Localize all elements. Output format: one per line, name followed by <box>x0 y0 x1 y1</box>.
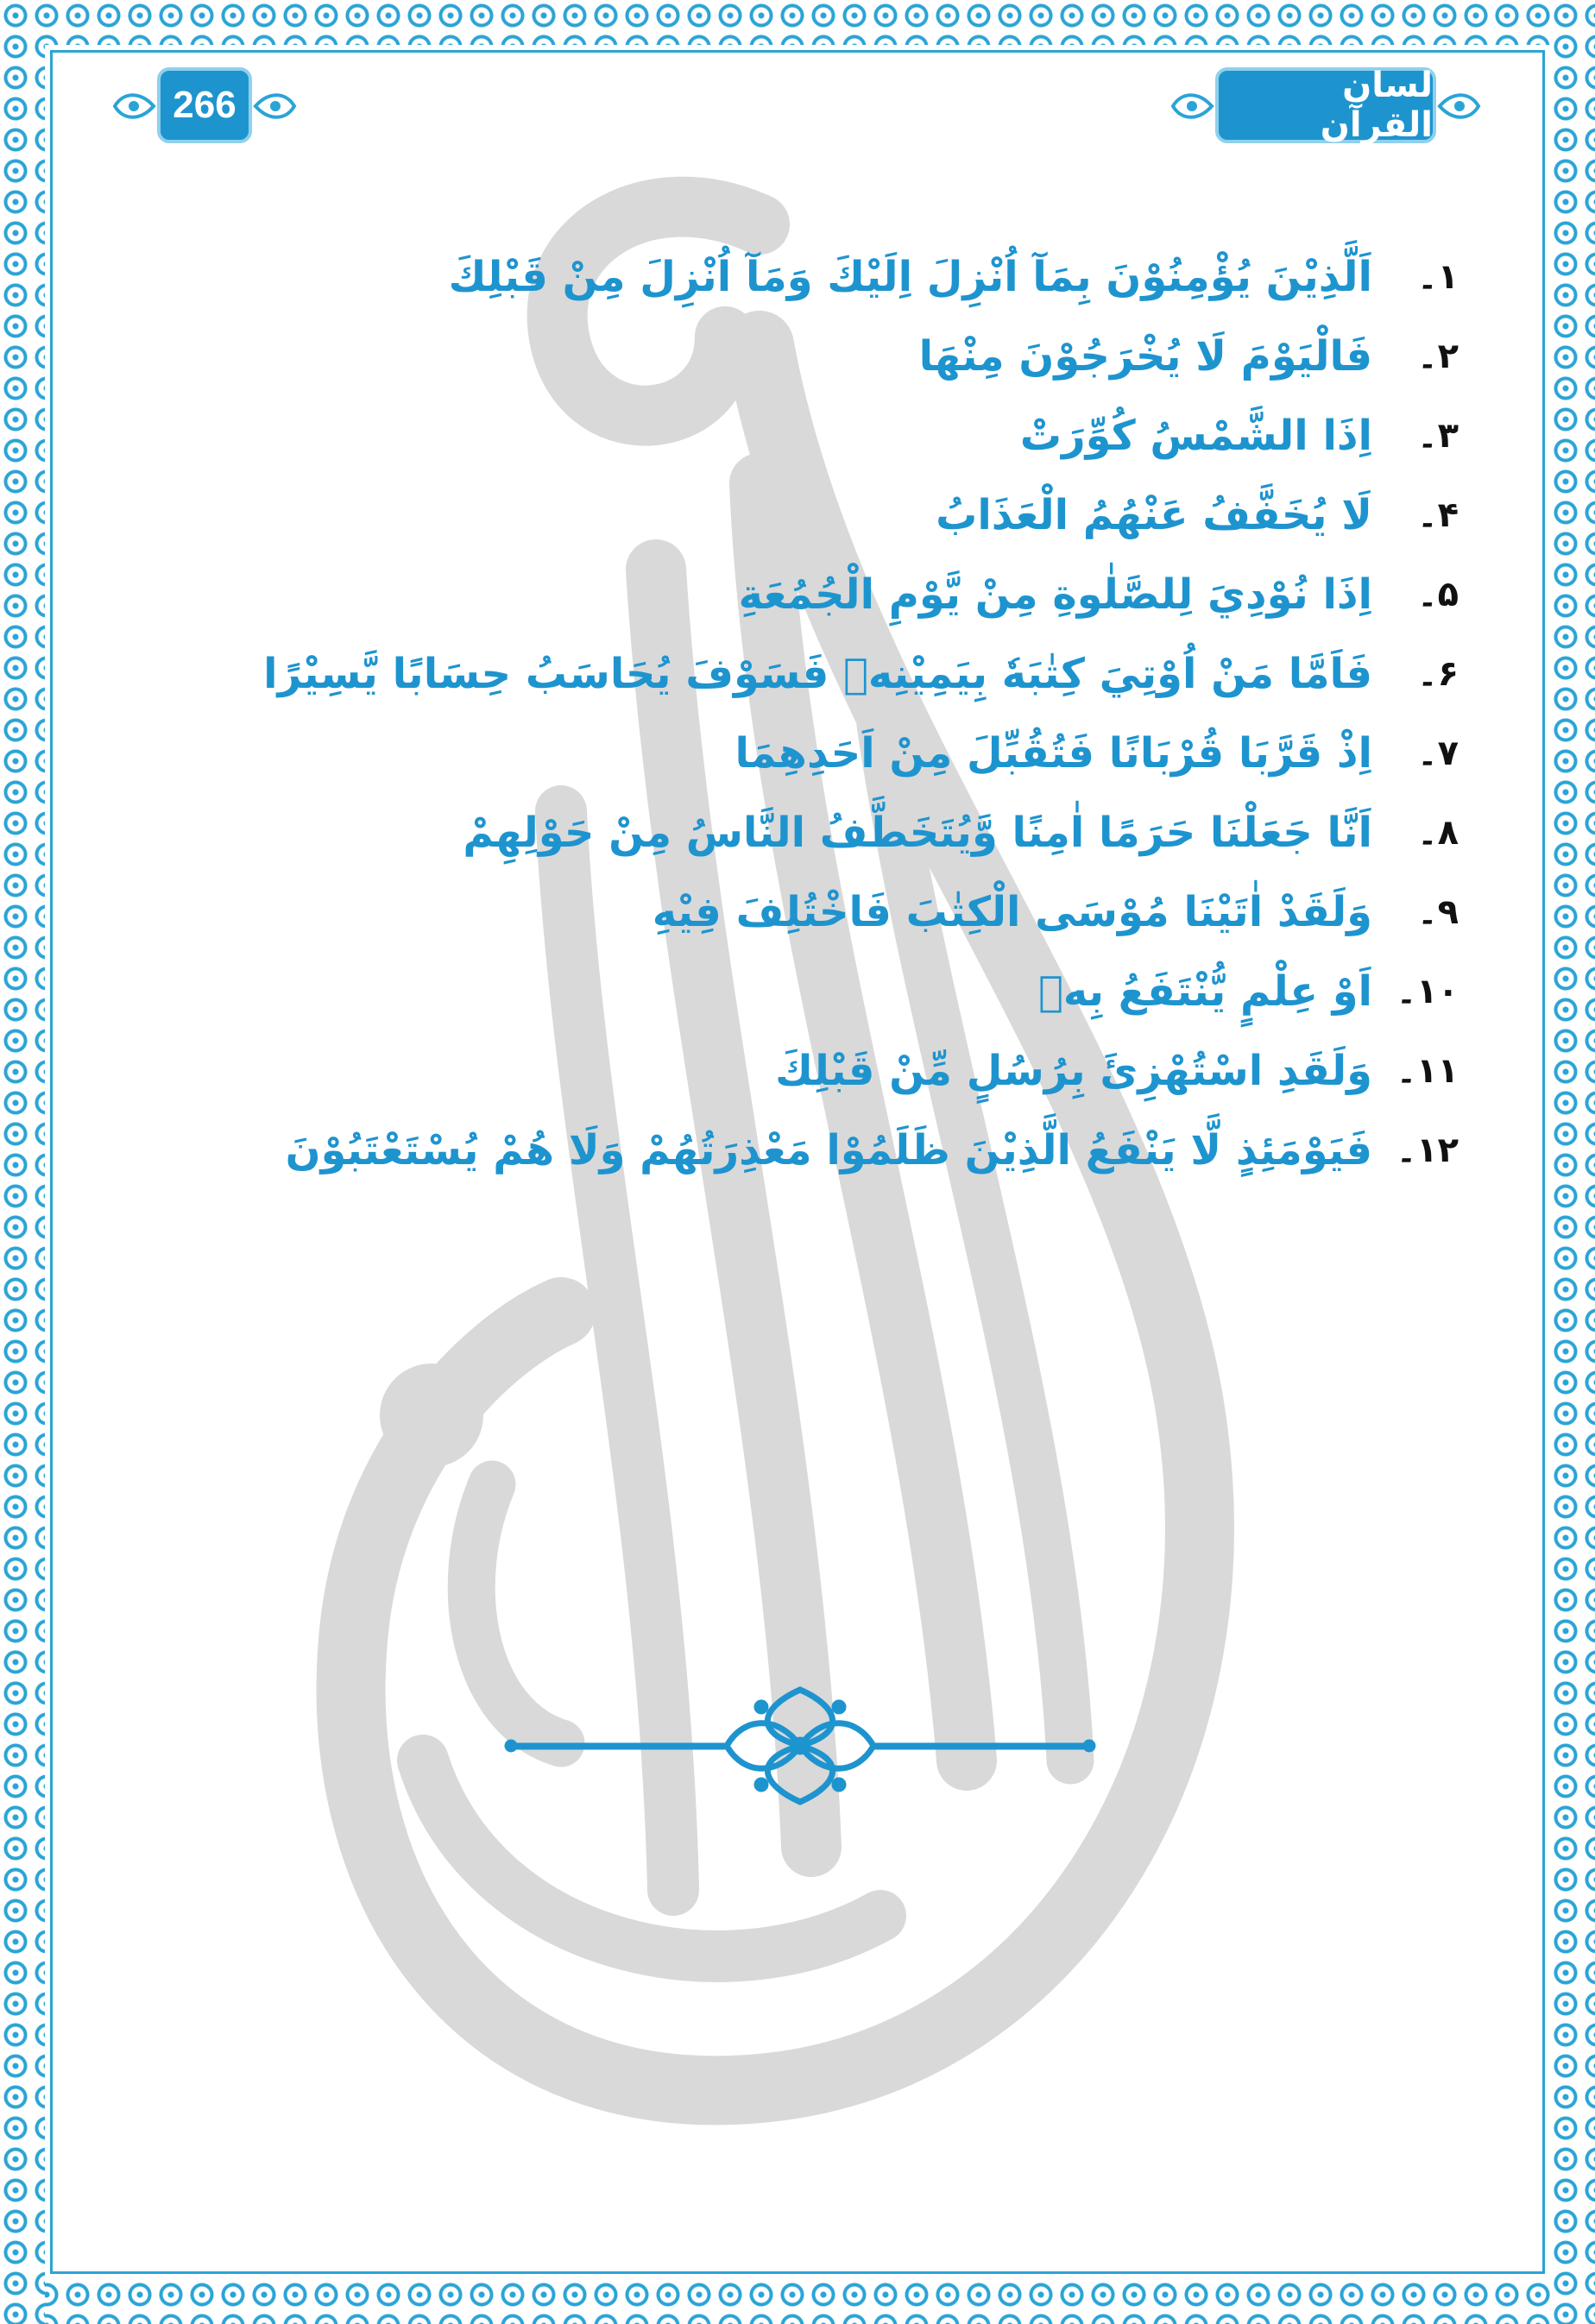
verse-text: لَا يُخَفَّفُ عَنْهُمُ الْعَذَابُ <box>936 491 1372 539</box>
verse-text: اِذَا الشَّمْسُ كُوِّرَتْ <box>1019 412 1372 460</box>
list-item <box>552 476 1459 555</box>
list-item <box>552 317 1459 396</box>
verse-text: اَلَّذِيْنَ يُؤْمِنُوْنَ بِمَآ اُنْزِلَ اِلَيْكَ وَمَآ اُنْزِلَ مِنْ قَبْلِكَ <box>448 253 1372 301</box>
book-title-badge: لسان القرآن <box>1215 67 1436 143</box>
list-item <box>552 714 1459 793</box>
title-right-flourish-icon <box>1436 83 1483 129</box>
verse-number: ۲۔ <box>1417 337 1459 376</box>
border-bottom-ornament <box>0 2279 1595 2324</box>
verse-number: ۷۔ <box>1417 734 1459 773</box>
list-item <box>448 237 1459 317</box>
page-number-badge: 266 <box>157 67 252 143</box>
list-item <box>552 555 1459 634</box>
verse-number: ۵۔ <box>1417 575 1459 614</box>
page-badge-right-flourish-icon <box>252 83 299 129</box>
list-item <box>285 1111 1459 1190</box>
list-item <box>552 396 1459 476</box>
list-item <box>552 952 1459 1031</box>
border-right-ornament <box>1550 0 1595 2324</box>
verse-text: فَالْيَوْمَ لَا يُخْرَجُوْنَ مِنْهَا <box>918 332 1372 381</box>
verse-number: ۳۔ <box>1417 416 1459 456</box>
verse-text: اَوْ عِلْمٍ يُّنْتَفَعُ بِهٖ <box>1038 967 1372 1016</box>
list-item <box>552 1031 1459 1111</box>
divider-ornament-icon <box>502 1681 1098 1811</box>
verse-text: اِذْ قَرَّبَا قُرْبَانًا فَتُقُبِّلَ مِنْ اَحَدِهِمَا <box>734 729 1372 778</box>
verse-text: وَلَقَدِ اسْتُهْزِئَ بِرُسُلٍ مِّنْ قَبْلِكَ <box>775 1047 1372 1095</box>
verse-number: ۶۔ <box>1417 654 1459 694</box>
verse-number: ۴۔ <box>1417 495 1459 535</box>
border-left-ornament <box>0 0 45 2324</box>
verse-number: ۱۔ <box>1417 257 1459 297</box>
list-item <box>552 872 1459 952</box>
verse-list <box>263 237 1459 1190</box>
verse-text: اِذَا نُوْدِيَ لِلصَّلٰوةِ مِنْ يَّوْمِ الْجُمُعَةِ <box>738 570 1372 619</box>
verse-text: فَيَوْمَئِذٍ لَّا يَنْفَعُ الَّذِيْنَ ظَلَمُوْا مَعْذِرَتُهُمْ وَلَا هُمْ يُسْتَعْتَبُوْنَ <box>285 1126 1372 1175</box>
list-item <box>463 793 1459 872</box>
verse-text: اَنَّا جَعَلْنَا حَرَمًا اٰمِنًا وَّيُتَخَطَّفُ النَّاسُ مِنْ حَوْلِهِمْ <box>463 809 1372 857</box>
verse-text: فَاَمَّا مَنْ اُوْتِيَ كِتٰبَهٗ بِيَمِيْنِهٖ فَسَوْفَ يُحَاسَبُ حِسَابًا يَّسِيْرًا <box>263 650 1372 698</box>
verse-number: ۱۰۔ <box>1396 972 1459 1011</box>
list-item <box>263 634 1459 714</box>
verse-number: ۸۔ <box>1417 813 1459 853</box>
border-top-ornament <box>0 0 1595 45</box>
verse-number: ۱۱۔ <box>1396 1051 1459 1091</box>
verse-number: ۱۲۔ <box>1396 1131 1459 1170</box>
verse-number: ۹۔ <box>1417 892 1459 932</box>
verse-text: وَلَقَدْ اٰتَيْنَا مُوْسَى الْكِتٰبَ فَاخْتُلِفَ فِيْهِ <box>652 888 1372 936</box>
title-left-flourish-icon <box>1169 83 1215 129</box>
page-badge-left-flourish-icon <box>110 83 157 129</box>
